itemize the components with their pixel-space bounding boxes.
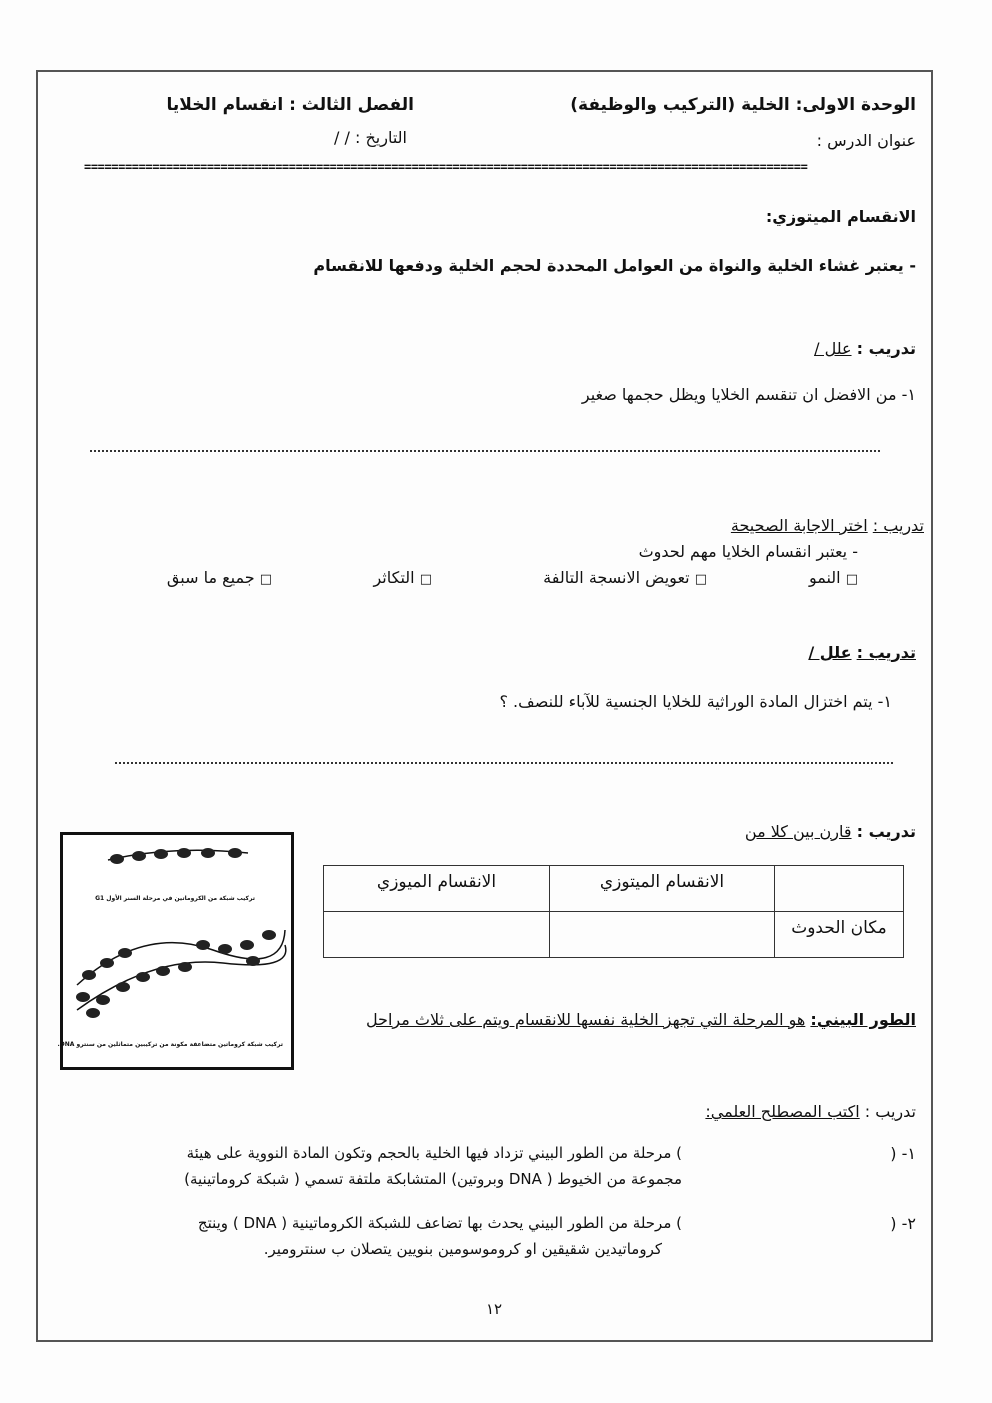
mitosis-statement: - يعتبر غشاء الخلية والنواة من العوامل المحددة لحجم الخلية ودفعها للانقسام [313, 256, 916, 275]
exercise3-heading [808, 643, 916, 662]
option-label: تعويض الانسجة التالفة [543, 568, 690, 587]
checkbox-icon[interactable]: □ [259, 572, 272, 587]
exercise2-label: اختر الاجابة الصحيحة [730, 516, 868, 535]
single-chromatin-strand [108, 848, 248, 864]
exercise2-heading [731, 516, 924, 535]
exercise5-heading [705, 1102, 916, 1121]
term-item-1-line2: مجموعة من الخيوط ( DNA وبروتين) المتشابكة ملتفة تسمي ( شبكة كروماتينية) [184, 1170, 682, 1188]
answer-line-1[interactable] [90, 450, 880, 452]
date-label: التاريخ : / / [334, 128, 407, 147]
mitosis-heading: الانقسام الميتوزي: [765, 207, 916, 226]
option-growth[interactable] [809, 568, 858, 587]
checkbox-icon[interactable]: □ [694, 572, 707, 587]
table-row-label: مكان الحدوث [775, 912, 904, 958]
interphase-term: الطور البيني [816, 1010, 916, 1029]
term-item-2-line2: كروماتيدين شقيقين او كروموسومين بنويين يتصلان ب سنترومير. [263, 1240, 662, 1258]
term-item-1-line1: ) مرحلة من الطور البيني تزداد فيها الخلية بالحجم وتكون المادة النووية على هيئة [186, 1144, 682, 1162]
page-number: ١٢ [486, 1300, 503, 1318]
exercise4-heading [745, 822, 916, 841]
exercise4-prefix: تدريب : [856, 822, 916, 841]
table-cell-meiosis[interactable] [324, 912, 550, 958]
answer-line-2[interactable] [115, 762, 893, 764]
exercise1-prefix: تدريب : [856, 339, 916, 358]
exercise5-prefix: تدريب : [864, 1102, 916, 1121]
option-label: النمو [808, 568, 841, 587]
option-label: جميع ما سبق [166, 568, 255, 587]
chromatin-diagram [63, 835, 291, 1067]
term-item-2-number: ٢- ( [890, 1214, 916, 1233]
exercise3-label: علل / [808, 643, 852, 662]
exercise3-question: ١- يتم اختزال المادة الوراثية للخلايا الجنسية للآباء للنصف. ؟ [499, 692, 892, 711]
checkbox-icon[interactable]: □ [419, 572, 432, 587]
chapter-title: الفصل الثالث : انقسام الخلايا [166, 95, 414, 115]
option-label: التكاثر [373, 568, 415, 587]
term-item-2-line1: ) مرحلة من الطور البيني يحدث بها تضاعف للشبكة الكروماتينية ( DNA ) وينتج [197, 1214, 682, 1232]
option-all[interactable] [167, 568, 272, 587]
comparison-table [323, 865, 904, 958]
unit-title: الوحدة الاولى: الخلية (التركيب والوظيفة) [570, 95, 916, 115]
chromatin-figure [57, 832, 294, 1070]
exercise1-label: علل / [814, 339, 852, 358]
interphase-line: الطور البيني: هو المرحلة التي تجهز الخلية نفسها للانقسام ويتم على ثلاث مراحل [365, 1010, 916, 1029]
interphase-definition: هو المرحلة التي تجهز الخلية نفسها للانقسام ويتم على ثلاث مراحل [365, 1010, 806, 1029]
table-cell-mitosis[interactable] [550, 912, 775, 958]
exercise2-stem: - يعتبر انقسام الخلايا مهم لحدوث [638, 542, 858, 561]
exercise3-prefix: تدريب : [856, 643, 916, 662]
exercise1-heading [814, 339, 916, 358]
figure-caption-top: تركيب شبكة من الكروماتين في مرحلة السنر الأول G1 [95, 895, 255, 902]
lesson-title-label: عنوان الدرس : [816, 131, 916, 150]
option-reproduction[interactable] [373, 568, 432, 587]
table-header-mitosis: الانقسام الميتوزي [550, 866, 775, 912]
table-header-cell [775, 866, 904, 912]
table-header-meiosis: الانقسام الميوزي [324, 866, 550, 912]
option-tissue-repair[interactable] [543, 568, 707, 587]
figure-caption-bottom: تركيب شبكة كروماتين متضاعفة مكونة من تركيبين متماثلين من سنترو DNA. [57, 1041, 283, 1048]
exercise4-label: قارن بين كلا من [744, 822, 852, 841]
table-header-row [324, 866, 904, 912]
duplicated-chromatin-strands [76, 930, 286, 1018]
table-row [324, 912, 904, 958]
checkbox-icon[interactable]: □ [845, 572, 858, 587]
exercise2-prefix: تدريب : [872, 516, 924, 535]
exercise5-label: اكتب المصطلح العلمي: [705, 1102, 860, 1121]
exercise1-question: ١- من الافضل ان تنقسم الخلايا ويظل حجمها صغير [581, 385, 916, 404]
term-item-1-number: ١- ( [890, 1144, 916, 1163]
separator-line: ========================================================================================================== [84, 160, 808, 174]
